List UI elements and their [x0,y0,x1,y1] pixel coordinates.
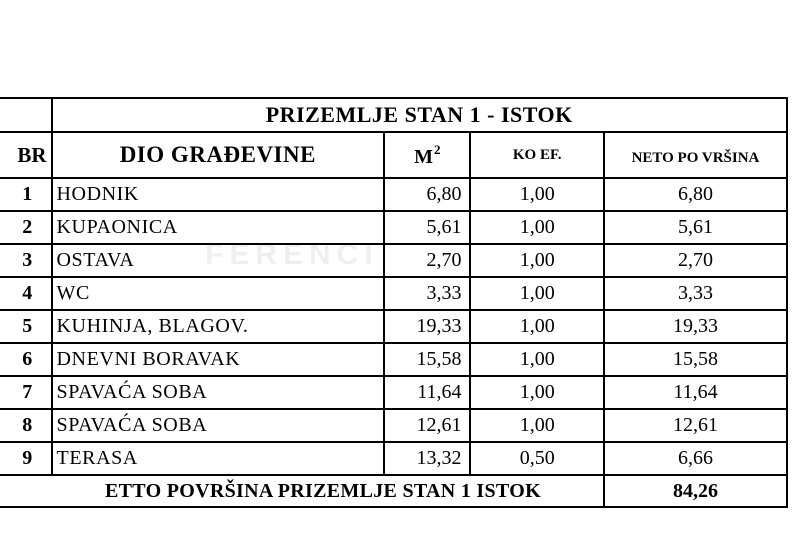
row-koef: 0,50 [470,442,603,475]
header-neto-povrsina: NETO PO VRŠINA [604,132,787,178]
row-neto: 6,80 [604,178,787,211]
title-row [0,98,787,132]
row-koef: 1,00 [470,310,603,343]
header-row [0,132,787,178]
total-row [0,475,787,507]
row-neto: 6,66 [604,442,787,475]
header-m2-superscript: 2 [434,141,441,157]
header-koef: KO EF. [470,132,603,178]
row-area: 3,33 [384,277,470,310]
header-br: BR [0,132,52,178]
row-room: SPAVAĆA SOBA [52,376,385,409]
row-area: 19,33 [384,310,470,343]
row-area: 2,70 [384,244,470,277]
row-area: 13,32 [384,442,470,475]
table-row [0,376,787,409]
row-koef: 1,00 [470,211,603,244]
row-room: HODNIK [52,178,385,211]
row-koef: 1,00 [470,376,603,409]
total-value: 84,26 [604,475,787,507]
table-row [0,244,787,277]
table-row [0,343,787,376]
table-row [0,442,787,475]
row-room: KUHINJA, BLAGOV. [52,310,385,343]
row-area: 15,58 [384,343,470,376]
row-room: OSTAVA [52,244,385,277]
total-label: ETTO POVRŠINA PRIZEMLJE STAN 1 ISTOK [0,475,604,507]
row-koef: 1,00 [470,178,603,211]
row-number: 8 [0,409,52,442]
row-number: 4 [0,277,52,310]
row-number: 6 [0,343,52,376]
table-row [0,310,787,343]
row-number: 2 [0,211,52,244]
header-m2 [384,132,470,178]
watermark: FERENCI [205,238,379,271]
table-row [0,277,787,310]
row-neto: 15,58 [604,343,787,376]
row-number: 3 [0,244,52,277]
row-neto: 11,64 [604,376,787,409]
row-neto: 12,61 [604,409,787,442]
table-title: PRIZEMLJE STAN 1 - ISTOK [52,98,788,132]
row-number: 5 [0,310,52,343]
row-neto: 2,70 [604,244,787,277]
row-neto: 19,33 [604,310,787,343]
row-koef: 1,00 [470,277,603,310]
row-koef: 1,00 [470,409,603,442]
table-row [0,211,787,244]
row-number: 7 [0,376,52,409]
row-area: 11,64 [384,376,470,409]
row-number: 1 [0,178,52,211]
row-koef: 1,00 [470,244,603,277]
corner-cell [0,98,52,132]
header-m2-unit: M [414,145,433,168]
area-table [0,97,788,508]
table-row [0,409,787,442]
row-area: 6,80 [384,178,470,211]
row-number: 9 [0,442,52,475]
header-dio-gradevine: DIO GRAĐEVINE [52,132,385,178]
row-room: TERASA [52,442,385,475]
row-room: KUPAONICA [52,211,385,244]
row-room: SPAVAĆA SOBA [52,409,385,442]
table-row [0,178,787,211]
row-neto: 3,33 [604,277,787,310]
row-neto: 5,61 [604,211,787,244]
row-room: DNEVNI BORAVAK [52,343,385,376]
row-room: WC [52,277,385,310]
row-koef: 1,00 [470,343,603,376]
row-area: 5,61 [384,211,470,244]
row-area: 12,61 [384,409,470,442]
